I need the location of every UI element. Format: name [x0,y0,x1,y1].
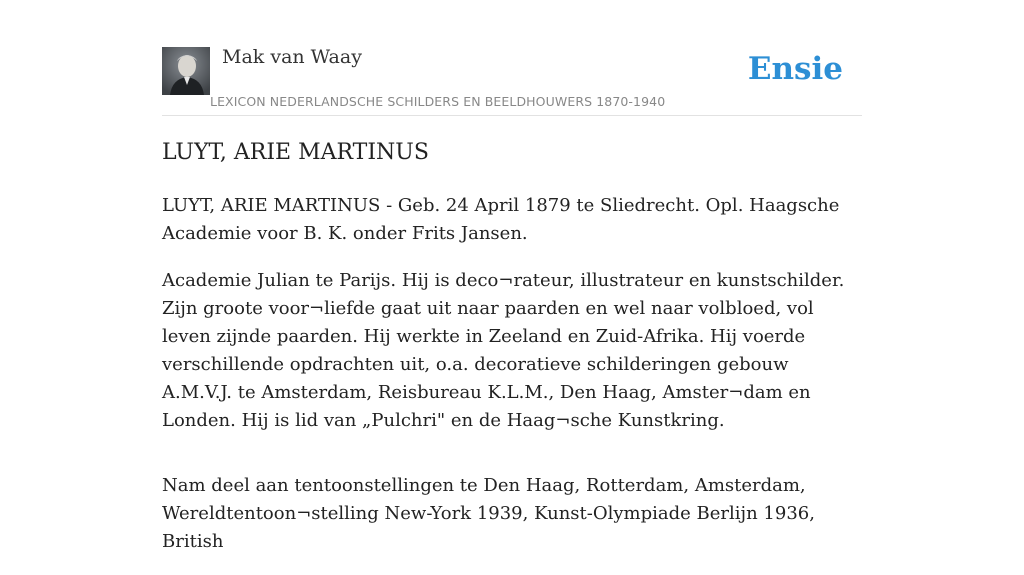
article-title: LUYT, ARIE MARTINUS [162,140,429,165]
article-paragraph: Nam deel aan tentoonstellingen te Den Haag, Rotterdam, Amsterdam, Wereldtentoon¬stelling New-York 1939, Kunst-Olympiade Berlijn 1936, British [162,475,815,552]
article-paragraph: Academie Julian te Parijs. Hij is deco¬rateur, illustrateur en kunstschilder. Zijn groote voor¬liefde gaat uit naar paarden en wel naar volbloed, vol leven zijnde paarden. Hij werkte in Zeeland en Zuid-Afrika. Hij voerde verschillende opdrachten uit, o.a. decoratieve schilderingen gebouw A.M.V.J. te Amsterdam, Reisbureau K.L.M., Den Haag, Amster¬dam en Londen. Hij is lid van „Pulchri" en de Haag¬sche Kunstkring. [162,270,845,431]
author-portrait-icon [162,47,210,95]
article-paragraph: LUYT, ARIE MARTINUS - Geb. 24 April 1879 te Sliedrecht. Opl. Haagsche Academie voor B. K. onder Frits Jansen. [162,195,840,244]
lexicon-title[interactable]: LEXICON NEDERLANDSCHE SCHILDERS EN BEELDHOUWERS 1870-1940 [210,94,666,109]
author-name[interactable]: Mak van Waay [222,46,362,68]
article-body [162,192,862,575]
header-divider [162,115,862,116]
author-avatar[interactable] [162,47,210,95]
brand-logo[interactable]: Ensie [747,51,843,87]
